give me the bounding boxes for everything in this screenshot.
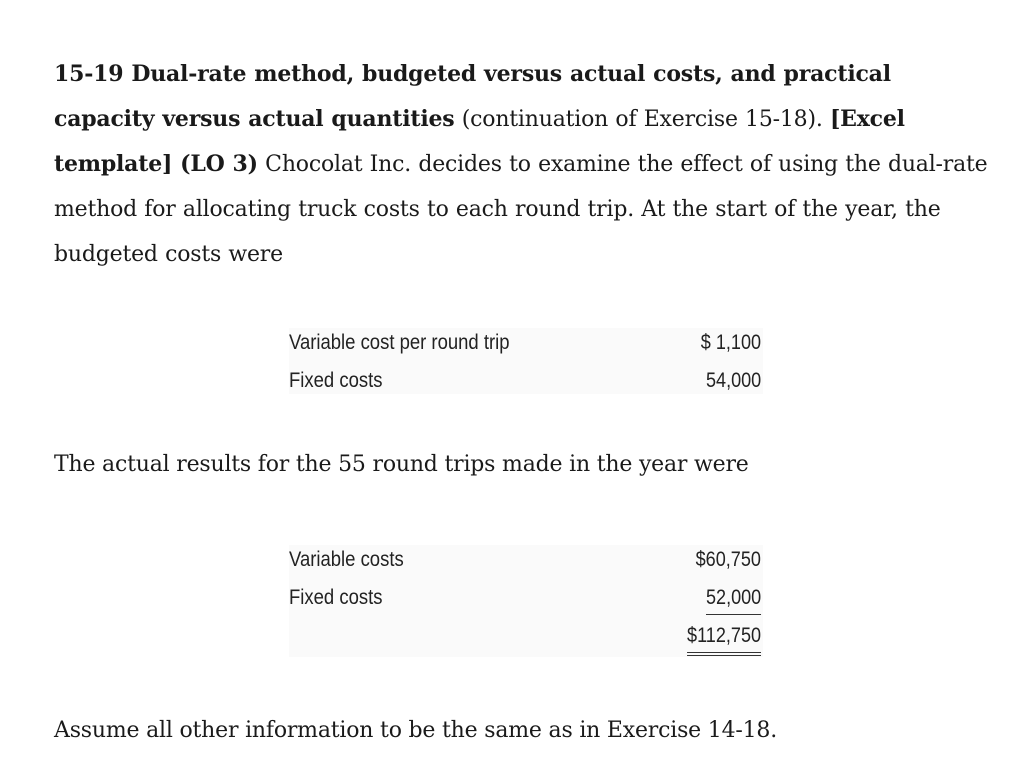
table-row (289, 366, 763, 404)
row-label: Fixed costs (289, 586, 383, 609)
closing-note: Assume all other information to be the same as in Exercise 14-18. (54, 718, 778, 743)
table-row (289, 328, 763, 366)
problem-body: Chocolat Inc. decides to examine the effect of using the dual-rate method for allocating truck costs to each round trip. At the start of the year, the budgeted costs were (54, 152, 988, 267)
row-label: Variable costs (289, 548, 404, 571)
table-row (289, 545, 763, 583)
problem-paren-note: (continuation of Exercise 15-18). (454, 107, 830, 132)
row-label: Fixed costs (289, 369, 383, 392)
row-value: 52,000 (706, 583, 761, 615)
table-row (289, 583, 763, 621)
problem-heading: 15-19 Dual-rate method, budgeted versus actual costs, and practical capacity versus actual quantities (54, 61, 891, 132)
actual-results-intro: The actual results for the 55 round trips made in the year were (54, 452, 749, 477)
table-total-row (289, 621, 763, 659)
row-label: Variable cost per round trip (289, 331, 510, 354)
total-value: $112,750 (687, 621, 761, 656)
actual-costs-table (289, 545, 763, 657)
row-value: 54,000 (705, 369, 761, 392)
row-value: $ 1,100 (700, 331, 761, 354)
problem-statement (54, 52, 994, 277)
problem-tag: [Excel template] (LO 3) (54, 106, 905, 177)
budgeted-costs-table (289, 328, 763, 394)
row-value: $60,750 (695, 548, 761, 571)
